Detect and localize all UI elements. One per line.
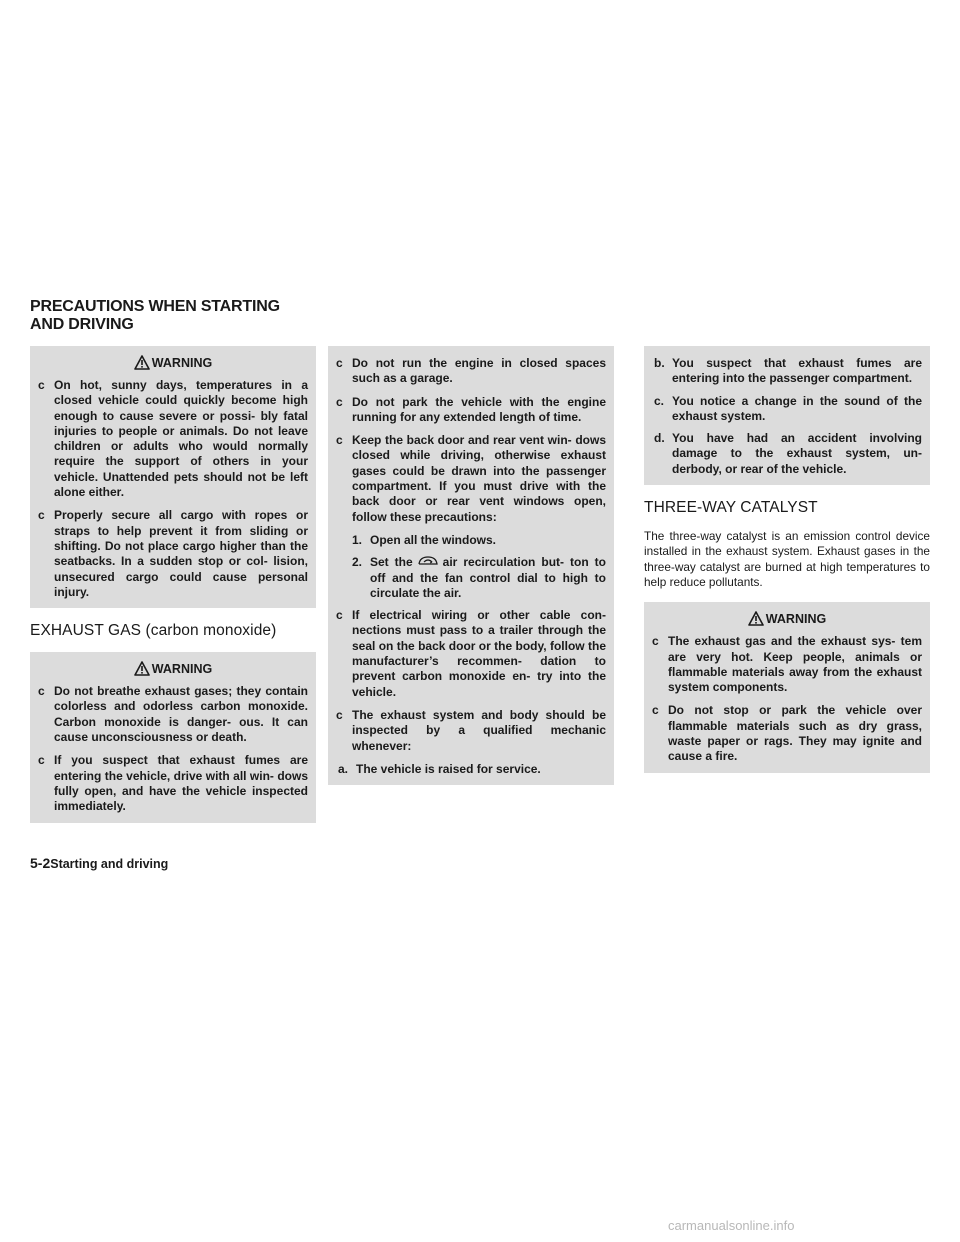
- warning-label: WARNING: [765, 612, 827, 627]
- warning-label: WARNING: [151, 662, 213, 677]
- warning-bullet: c Do not park the vehicle with the engine running for any extended length of time.: [336, 394, 606, 424]
- item-letter: a.: [338, 761, 349, 776]
- bullet-mark: c: [336, 608, 343, 623]
- step-item: 2. Set the air recirculation but- ton to off and the fan control dial to high to circulate the air.: [352, 555, 606, 600]
- list-item: c. You notice a change in the sound of the exhaust system.: [654, 393, 922, 423]
- list-item: b. You suspect that exhaust fumes are entering into the passenger compartment.: [654, 356, 922, 386]
- bullet-mark: c: [336, 394, 343, 409]
- chapter-name: Starting and driving: [50, 857, 169, 871]
- warning-box-hot-cargo: [30, 346, 316, 608]
- warning-bullet: c On hot, sunny days, temperatures in a closed vehicle could quickly become high enough to cause severe or possi- bly fatal injuries to people or animals. Do not leave children or adults who would normally require the support of others in your vehicle. Unattended pets should not be left alone either.: [38, 378, 308, 500]
- bullet-mark: c: [38, 753, 45, 768]
- list-item: a. The vehicle is raised for service.: [338, 761, 541, 776]
- column-1: [30, 346, 316, 823]
- warning-bullet: c The exhaust gas and the exhaust sys- tem are very hot. Keep people, animals or flammable materials away from the exhaust system components.: [652, 634, 922, 695]
- bullet-mark: c: [652, 703, 659, 718]
- warning-bullet: c If you suspect that exhaust fumes are entering the vehicle, drive with all win- dows fully open, and have the vehicle inspected immediately.: [38, 753, 308, 814]
- column-3: [644, 346, 930, 773]
- heading-exhaust-gas: EXHAUST GAS (carbon monoxide): [30, 622, 277, 640]
- step-number: 1.: [352, 532, 363, 547]
- item-letter: b.: [654, 356, 665, 370]
- warning-label: WARNING: [151, 356, 213, 370]
- air-recirculation-icon: [417, 555, 439, 567]
- heading-three-way-catalyst: THREE-WAY CATALYST: [644, 499, 818, 517]
- warning-box-exhaust: [30, 652, 316, 822]
- bullet-mark: c: [336, 707, 343, 722]
- warning-header: [38, 660, 308, 680]
- warning-triangle-icon: [134, 661, 150, 676]
- section-title: [30, 298, 350, 334]
- bullet-mark: c: [652, 634, 659, 649]
- item-letter: c.: [654, 393, 665, 408]
- bullet-mark: c: [38, 508, 45, 523]
- warning-header: [652, 610, 922, 630]
- warning-bullet: c Do not breathe exhaust gases; they contain colorless and odorless carbon monoxide. Carbon monoxide is danger- ous. It can cause unconsciousness or death.: [38, 684, 308, 745]
- warning-box-catalyst: [644, 602, 930, 772]
- warning-triangle-icon: [748, 611, 764, 626]
- step-number: 2.: [352, 555, 363, 570]
- list-item: d. You have had an accident involving damage to the exhaust system, un- derbody, or rear of the vehicle.: [654, 431, 922, 476]
- warning-bullet: c Properly secure all cargo with ropes or straps to help prevent it from sliding or shifting. Do not place cargo higher than the seatbacks. In a sudden stop or col- lision, unsecured cargo could cause personal injury.: [38, 508, 308, 599]
- warning-bullet: c Keep the back door and rear vent win- dows closed while driving, otherwise exhaust gases could be drawn into the passenger compartment. If you must drive with the back door or rear vent windows open, follow these precautions:: [336, 433, 606, 524]
- catalyst-paragraph: The three-way catalyst is an emission control device installed in the exhaust system. Exhaust gases in the three-way catalyst are burned at high temperatures to help reduce pollutants.: [644, 529, 930, 589]
- page-number: 5-2: [30, 855, 51, 871]
- warning-header: [38, 354, 308, 374]
- watermark: carmanualsonline.info: [668, 1218, 795, 1233]
- item-letter: d.: [654, 431, 665, 446]
- warning-box-exhaust-end: [644, 346, 930, 485]
- warning-box-exhaust-continued: [328, 346, 614, 785]
- bullet-mark: c: [38, 378, 45, 392]
- warning-bullet: c Do not run the engine in closed spaces such as a garage.: [336, 356, 606, 386]
- warning-bullet: c The exhaust system and body should be inspected by a qualified mechanic whenever:: [336, 707, 606, 753]
- bullet-mark: c: [336, 433, 343, 448]
- warning-triangle-icon: [134, 355, 150, 370]
- bullet-mark: c: [38, 684, 45, 699]
- page-footer: [30, 855, 168, 873]
- warning-bullet: c If electrical wiring or other cable con- nections must pass to a trailer through the seal on the back door or the body, follow the manufacturer’s recommen- dation to prevent carbon monoxide en- try into the vehicle.: [336, 608, 606, 699]
- step-item: 1. Open all the windows.: [352, 532, 497, 547]
- column-2: [328, 346, 614, 785]
- section-title-line1: PRECAUTIONS WHEN STARTING: [30, 298, 280, 315]
- section-title-line2: AND DRIVING: [30, 316, 134, 333]
- warning-bullet: c Do not stop or park the vehicle over flammable materials such as dry grass, waste paper or rags. They may ignite and cause a fire.: [652, 703, 922, 764]
- bullet-mark: c: [336, 356, 343, 370]
